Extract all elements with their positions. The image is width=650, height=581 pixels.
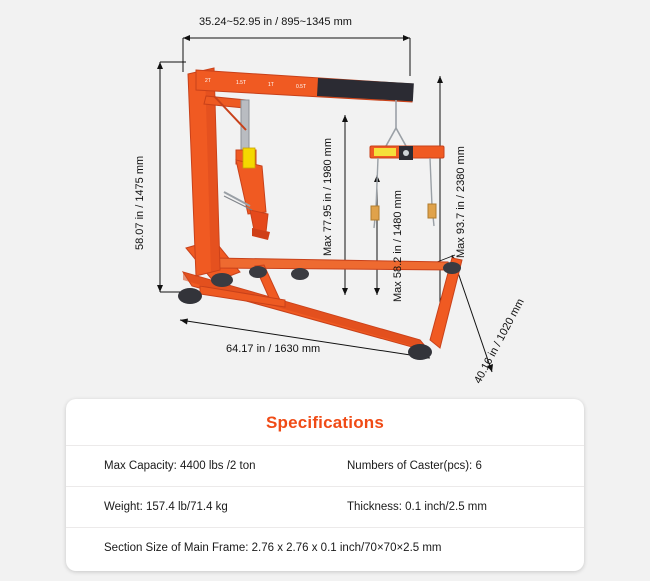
specifications-card <box>66 399 584 571</box>
spec-weight: Weight: 157.4 lb/71.4 kg <box>104 501 228 513</box>
dim-boom-reach-max: Max 58.2 in / 1480 mm <box>392 190 404 302</box>
svg-text:2T: 2T <box>205 78 211 84</box>
dim-base-width: 40.16 in / 1020 mm <box>472 296 527 386</box>
dim-right-height-max: Max 93.7 in / 2380 mm <box>455 146 467 258</box>
svg-text:0.5T: 0.5T <box>296 84 307 90</box>
svg-text:1T: 1T <box>268 82 274 88</box>
spec-max-capacity: Max Capacity: 4400 lbs /2 ton <box>104 460 256 472</box>
spec-row <box>66 486 584 527</box>
spec-row <box>66 527 584 568</box>
specifications-rows <box>66 445 584 568</box>
spec-section-size: Section Size of Main Frame: 2.76 x 2.76 x 0.1 inch/70×70×2.5 mm <box>104 542 442 554</box>
dim-left-height: 58.07 in / 1475 mm <box>134 155 146 250</box>
crane-body <box>178 68 462 360</box>
spec-caster-count: Numbers of Caster(pcs): 6 <box>347 460 482 472</box>
dim-top-width: 35.24~52.95 in / 895~1345 mm <box>199 16 352 28</box>
lift-chain <box>386 100 406 146</box>
dim-inner-height-max: Max 77.95 in / 1980 mm <box>322 137 334 256</box>
svg-text:1.5T: 1.5T <box>236 80 247 86</box>
spec-row <box>66 445 584 486</box>
spec-thickness: Thickness: 0.1 inch/2.5 mm <box>347 501 487 513</box>
specifications-title: Specifications <box>265 413 385 432</box>
dim-base-length: 64.17 in / 1630 mm <box>226 343 321 355</box>
